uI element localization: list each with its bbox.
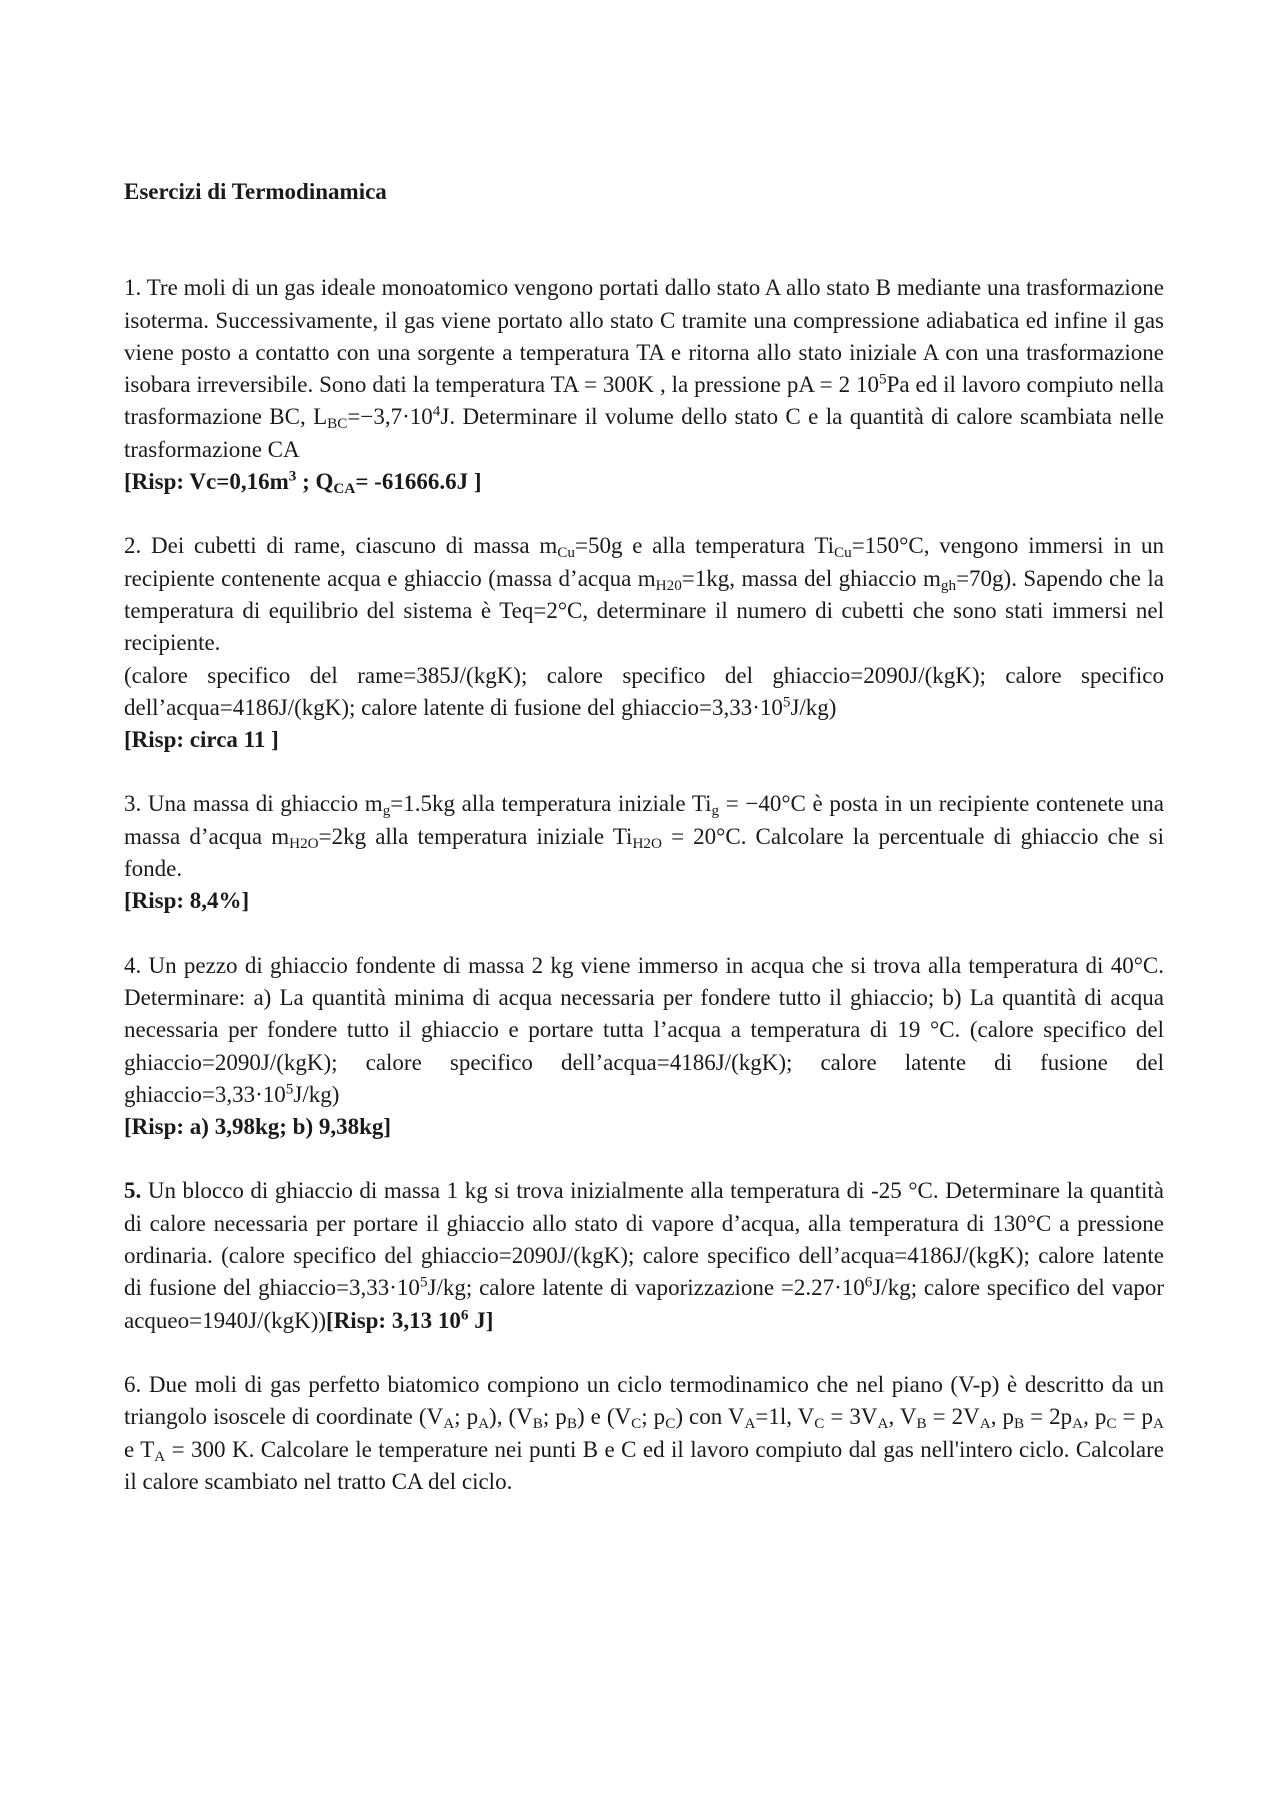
exercise-text: 5. Un blocco di ghiaccio di massa 1 kg si trova inizialmente alla temperatura di -25 °C. Determinare la quantità di calore necessaria per portare il ghiaccio allo stato di vapore d’acqua, alla temperatura di 130°C a pressione ordinaria. (calore specifico del ghiaccio=2090J/(kgK); calore specifico dell’acqua=4186J/(kgK); calore latente di fusione del $ghiaccio=3,33\cdot 10^5J/kg$; calore latente di vaporizzazione $=2.27\cdot 10^6J/kg$; calore specifico del vapor acqueo=1940J/(kgK))[Risp: 3,13 $10^6$ J] xyxy=(124,1178,1165,1333)
document-page xyxy=(124,176,1164,1530)
exercise-answer: [Risp: 8,4%] xyxy=(124,888,250,914)
exercise-answer: [Risp: circa 11 ] xyxy=(124,727,279,753)
exercise-text: 2. Dei cubetti di rame, ciascuno di massa $m_{Cu}=50g$ e alla temperatura $Ti_{Cu}=150^\circ C$, vengono immersi in un recipiente contenente acqua e ghiaccio (massa d’acqua $m_{H20}=1kg$, massa del ghiaccio $m_{gh}=70g$). Sapendo che la temperatura di equilibrio del sistema è Teq=2°C, determinare il numero di cubetti che sono stati immersi nel recipiente. xyxy=(124,533,1164,656)
exercise-5 xyxy=(124,1175,1164,1336)
exercise-6 xyxy=(124,1369,1164,1498)
exercise-answer: [Risp: $Vc=0,16m^3$ ; $Q_{CA}= -61666.6J$ ] xyxy=(124,467,482,497)
exercise-answer: [Risp: a) 3,98kg; b) 9,38kg] xyxy=(124,1114,392,1140)
exercise-4 xyxy=(124,950,1164,1144)
exercise-1 xyxy=(124,272,1164,498)
exercise-text: 1. Tre moli di un gas ideale monoatomico vengono portati dallo stato A allo stato B mediante una trasformazione isoterma. Successivamente, il gas viene portato allo stato C tramite una compressione adiabatica ed infine il gas viene posto a contatto con una sorgente a temperatura TA e ritorna allo stato iniziale A con una trasformazione isobara irreversibile. Sono dati la temperatura TA = 300K , la pressione pA = 2 $10^5Pa$ ed il lavoro compiuto nella trasformazione BC, $L_{BC}=-3,7\cdot 10^4J$. Determinare il volume dello stato C e la quantità di calore scambiata nelle trasformazione CA xyxy=(124,275,1164,462)
exercise-constants: (calore specifico del rame=385J/(kgK); calore specifico del ghiaccio=2090J/(kgK); calore specifico dell’acqua=4186J/(kgK); calore latente di fusione del $ghiaccio=3,33\cdot 10^5J/kg$) xyxy=(124,662,1164,720)
exercise-text: 3. Una massa di ghiaccio $m_g=1.5kg$ alla temperatura iniziale $Ti_g = -40^\circ C$ è posta in un recipiente contenete una massa d’acqua $m_{H2O}=2kg$ alla temperatura iniziale $Ti_{H2O} = 20^\circ C$. Calcolare la percentuale di ghiaccio che si fonde. xyxy=(124,791,1164,882)
exercise-text: 4. Un pezzo di ghiaccio fondente di massa 2 kg viene immerso in acqua che si trova alla temperatura di 40°C. Determinare: a) La quantità minima di acqua necessaria per fondere tutto il ghiaccio; b) La quantità di acqua necessaria per fondere tutto il ghiaccio e portare tutta l’acqua a temperatura di 19 °C. (calore specifico del ghiaccio=2090J/(kgK); calore specifico dell’acqua=4186J/(kgK); calore latente di fusione del $ghiaccio=3,33\cdot 10^5J/kg$) xyxy=(124,952,1164,1107)
exercise-text: 6. Due moli di gas perfetto biatomico compiono un ciclo termodinamico che nel piano (V-p) è descritto da un triangolo isoscele di coordinate ($V_A$; $p_A$), ($V_B$; $p_B$) e ($V_C$; $p_C$) con $V_A=1l$, $V_C = 3V_A$, $V_B = 2V_A$, $p_B = 2p_A$, $p_C = p_A$ e $T_A = 300$ K. Calcolare le temperature nei punti B e C ed il lavoro compiuto dal gas nell'intero ciclo. Calcolare il calore scambiato nel tratto CA del ciclo. xyxy=(124,1371,1165,1494)
document-title: Esercizi di Termodinamica xyxy=(124,179,387,204)
exercise-3 xyxy=(124,788,1164,917)
exercise-2 xyxy=(124,530,1164,756)
